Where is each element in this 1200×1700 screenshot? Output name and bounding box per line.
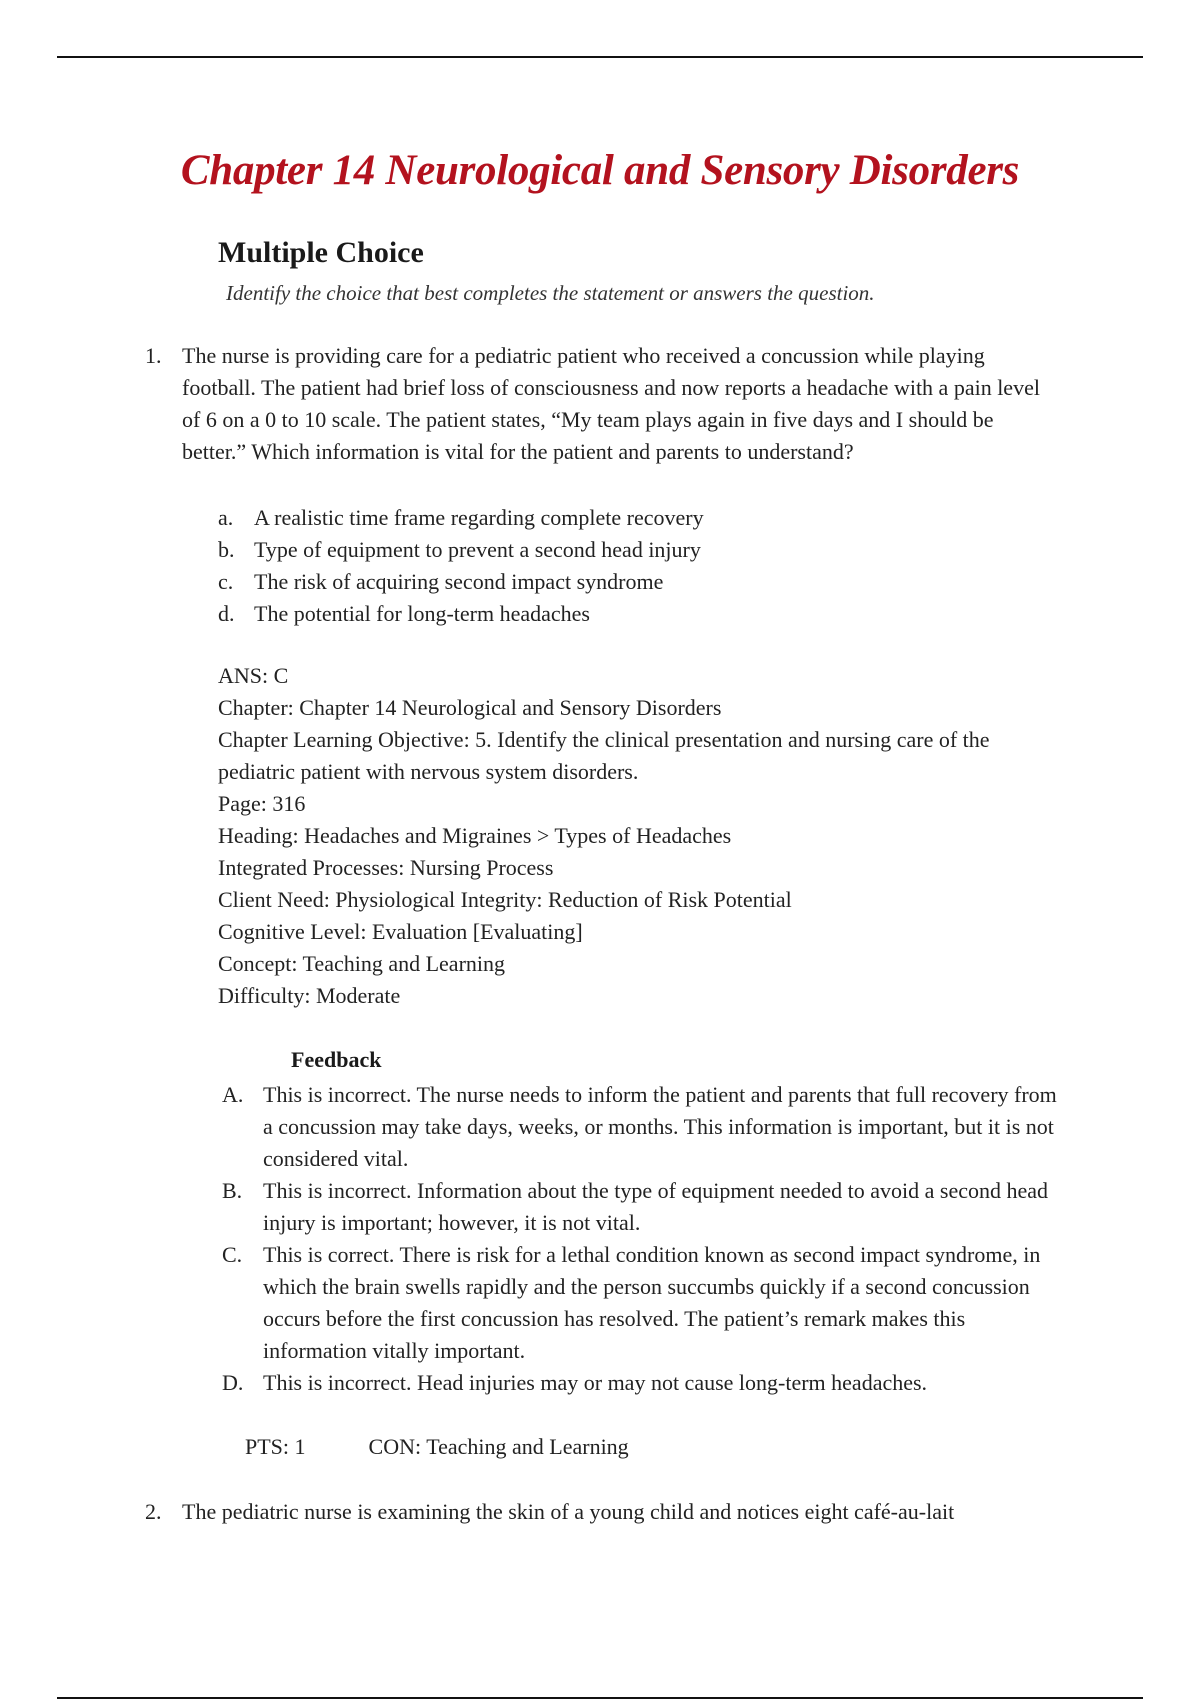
points-row (245, 1431, 629, 1463)
meta-chapter: Chapter: Chapter 14 Neurological and Sensory Disorders (218, 695, 722, 720)
feedback-text: This is incorrect. Information about the type of equipment needed to avoid a second head injury is important; however, it is not vital. (263, 1178, 1049, 1235)
meta-concept: Concept: Teaching and Learning (218, 951, 506, 976)
option-text: A realistic time frame regarding complete recovery (254, 505, 704, 530)
question-number: 2. (145, 1499, 162, 1524)
feedback-letter: B. (222, 1178, 243, 1203)
option-letter: b. (218, 537, 235, 562)
meta-client-need: Client Need: Physiological Integrity: Reduction of Risk Potential (218, 887, 792, 912)
feedback-letter: D. (222, 1370, 244, 1395)
question-number: 1. (145, 343, 162, 368)
meta-heading: Heading: Headaches and Migraines > Types of Headaches (218, 823, 732, 848)
option-text: Type of equipment to prevent a second head injury (254, 537, 701, 562)
meta-processes: Integrated Processes: Nursing Process (218, 855, 554, 880)
meta-cognitive-level: Cognitive Level: Evaluation [Evaluating] (218, 919, 583, 944)
concept-tag: CON: Teaching and Learning (368, 1434, 629, 1459)
feedback-item-b (222, 1175, 1072, 1239)
question-stem: The pediatric nurse is examining the skin of a young child and notices eight café-au-lait (182, 1499, 955, 1524)
meta-page: Page: 316 (218, 791, 306, 816)
question-metadata (218, 660, 1058, 1012)
option-letter: a. (218, 505, 234, 530)
answer-key: ANS: C (218, 663, 289, 688)
feedback-text: This is incorrect. The nurse needs to inform the patient and parents that full recovery from a concussion may take days, weeks, or months. This information is important, but it is not considered vital. (263, 1082, 1057, 1171)
feedback-item-c (222, 1239, 1072, 1367)
feedback-item-d (222, 1367, 1072, 1399)
feedback-letter: C. (222, 1242, 243, 1267)
feedback-text: This is incorrect. Head injuries may or may not cause long-term headaches. (263, 1370, 928, 1395)
feedback-letter: A. (222, 1082, 244, 1107)
option-text: The risk of acquiring second impact syndrome (254, 569, 664, 594)
feedback-list (222, 1079, 1072, 1399)
option-text: The potential for long-term headaches (254, 601, 590, 626)
points-value: PTS: 1 (245, 1434, 306, 1459)
top-rule (57, 56, 1143, 58)
option-letter: c. (218, 569, 234, 594)
feedback-text: This is correct. There is risk for a lethal condition known as second impact syndrome, in which the brain swells rapidly and the person succumbs quickly if a second concussion occurs before the first concussion has resolved. The patient’s remark makes this information vitally important. (263, 1242, 1041, 1363)
question-stem: The nurse is providing care for a pediatric patient who received a concussion while playing football. The patient had brief loss of consciousness and now reports a headache with a pain level of 6 on a 0 to 10 scale. The patient states, “My team plays again in five days and I should be better.” Which information is vital for the patient and parents to understand? (182, 343, 1040, 464)
bottom-rule (57, 1697, 1143, 1699)
feedback-title: Feedback (291, 1047, 382, 1072)
instructions: Identify the choice that best completes the statement or answers the question. (226, 281, 875, 305)
feedback-item-a (222, 1079, 1072, 1175)
page-title: Chapter 14 Neurological and Sensory Disorders (180, 147, 1020, 194)
meta-difficulty: Difficulty: Moderate (218, 983, 401, 1008)
section-heading: Multiple Choice (218, 236, 424, 269)
meta-objective: Chapter Learning Objective: 5. Identify the clinical presentation and nursing care of the pediatric patient with nervous system disorders. (218, 727, 990, 784)
option-letter: d. (218, 601, 235, 626)
